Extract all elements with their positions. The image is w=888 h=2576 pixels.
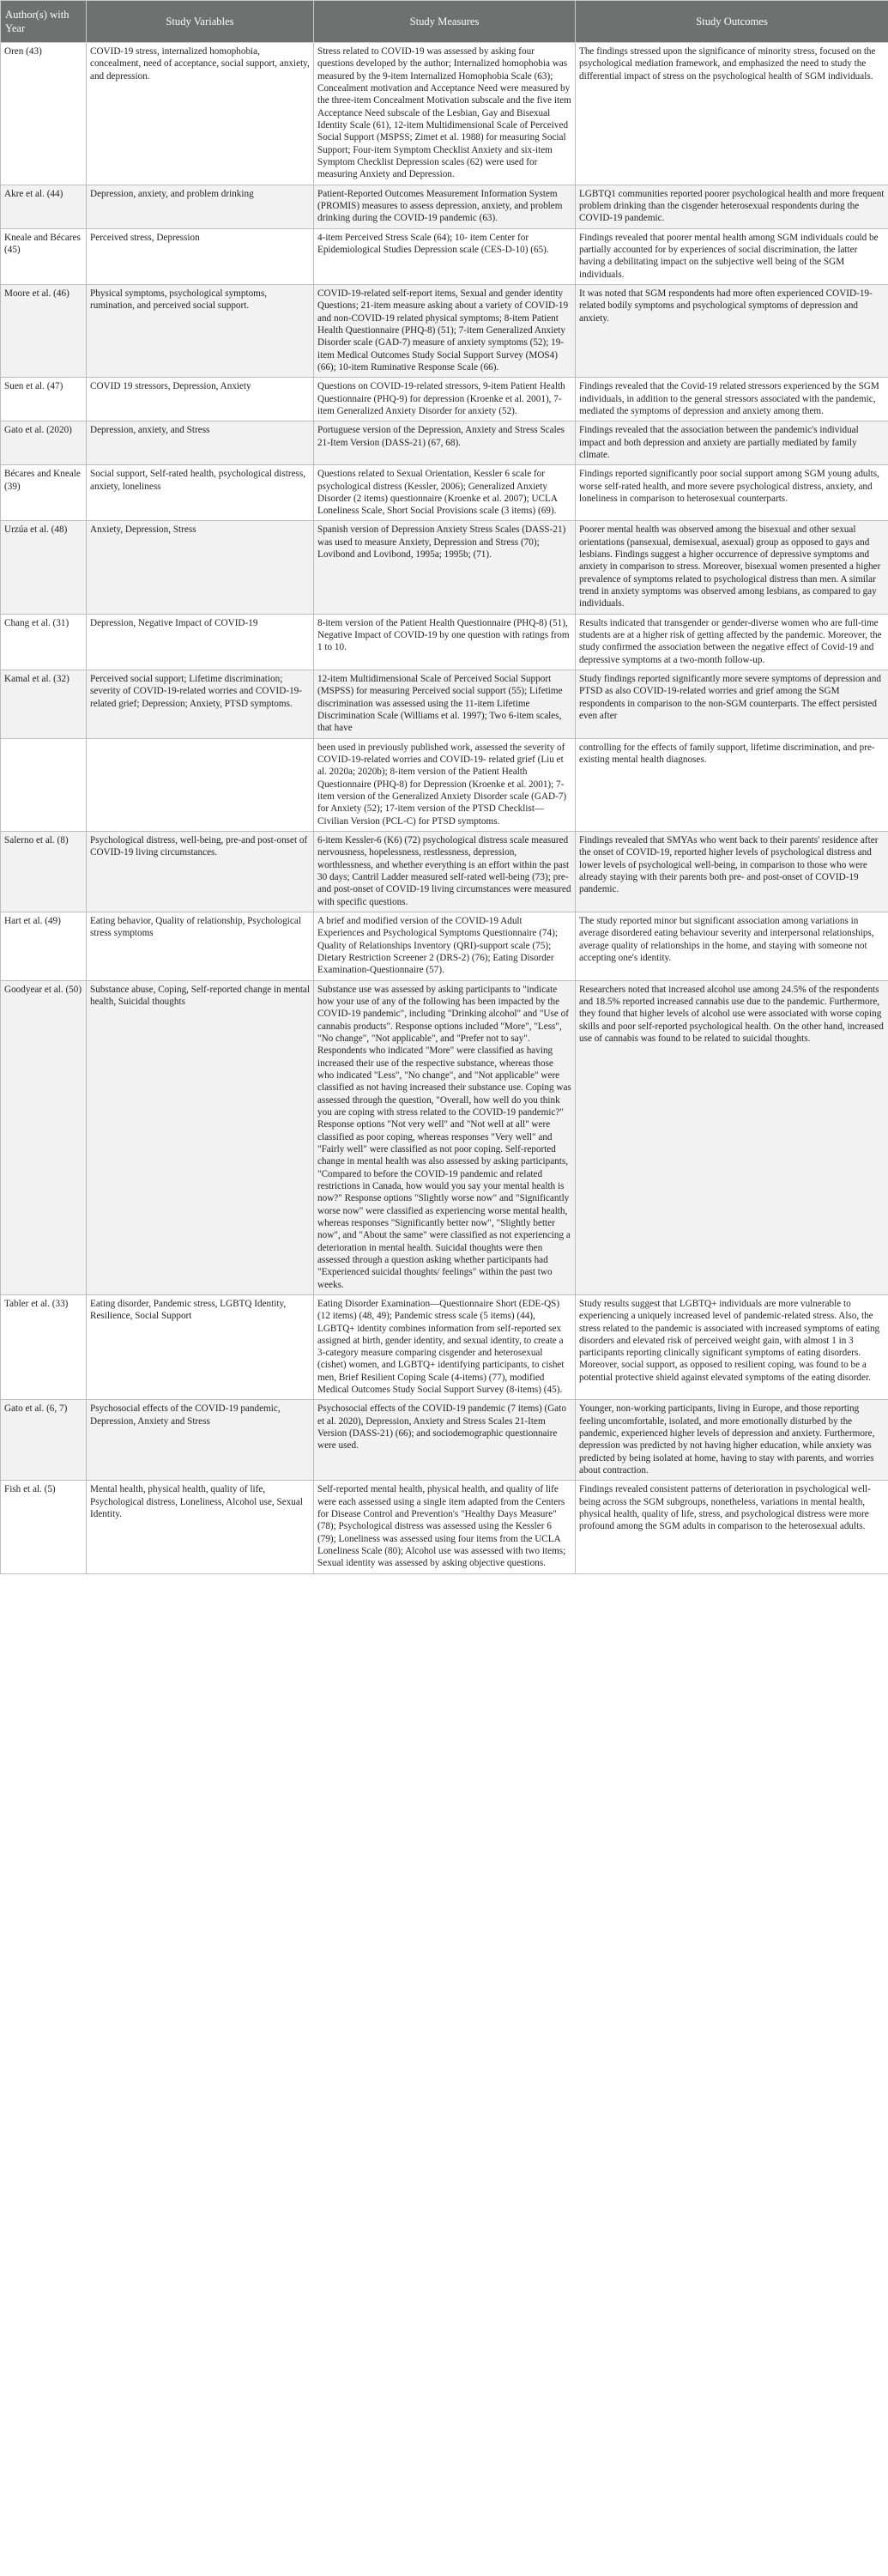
cell-author: Gato et al. (2020) [1,421,87,465]
cell-author: Moore et al. (46) [1,284,87,377]
table-row [1,228,888,284]
cell-variables [87,738,314,831]
cell-variables: Substance abuse, Coping, Self-reported change in mental health, Suicidal thoughts [87,980,314,1294]
header-row [1,1,888,43]
cell-author: Gato et al. (6, 7) [1,1400,87,1481]
header-variables: Study Variables [87,1,314,43]
cell-author: Fish et al. (5) [1,1481,87,1573]
table-row [1,670,888,739]
table-header [1,1,888,43]
cell-variables: Psychological distress, well-being, pre-and post-onset of COVID-19 living circumstances. [87,832,314,912]
cell-variables: Physical symptoms, psychological symptoms, rumination, and perceived social support. [87,284,314,377]
cell-outcomes: Findings revealed that poorer mental health among SGM individuals could be partially accounted for by experiences of social discrimination, the latter having a debilitating impact on the subjective well being of the SGM individuals. [576,228,888,284]
cell-variables: Psychosocial effects of the COVID-19 pandemic, Depression, Anxiety and Stress [87,1400,314,1481]
table-row [1,465,888,521]
cell-variables: Depression, Negative Impact of COVID-19 [87,614,314,670]
header-outcomes: Study Outcomes [576,1,888,43]
cell-variables: COVID 19 stressors, Depression, Anxiety [87,378,314,421]
table-row [1,421,888,465]
cell-author: Goodyear et al. (50) [1,980,87,1294]
cell-measures: COVID-19-related self-report items, Sexual and gender identity Questions; 21-item measure asking about a variety of COVID-19 and non-COVID-19 related physical symptoms; 8-item Patient Health Questionnaire (PHQ-8) (51); 7-item Generalized Anxiety Disorder scale (GAD-7) measure of anxiety symptoms (52); 19-item Medical Outcomes Study Social Support Survey (MOS4) (66); 10-item Ruminative Response Scale (66). [314,284,576,377]
cell-outcomes: Findings revealed that SMYAs who went back to their parents' residence after the onset of COVID-19, reported higher levels of psychological distress and lower levels of psychological well-being, in comparison to those who were already staying with their parents both pre- and post-onset of COVID-19 pandemic. [576,832,888,912]
cell-measures: A brief and modified version of the COVID-19 Adult Experiences and Psychological Symptoms Questionnaire (74); Quality of Relationships Inventory (QRI)-support scale (75); Dietary Restriction Screener 2 (DRS-2) (76); Eating Disorder Examination-Questionnaire (57). [314,912,576,981]
cell-outcomes: Younger, non-working participants, living in Europe, and those reporting feeling uncomfortable, isolated, and more emotionally disturbed by the pandemic, experienced higher levels of depression and anxiety. Furthermore, depression was predicted by not having higher education, while anxiety was predicted by being isolated at home, having to stay with parents, and worries about contraction. [576,1400,888,1481]
cell-outcomes: The study reported minor but significant association among variations in average disordered eating behaviour severity and interpersonal relationships, average quality of relationships in the home, and staying with someone not accepting one's identity. [576,912,888,981]
cell-measures: been used in previously published work, assessed the severity of COVID-19-related worries and COVID-19- related grief (Liu et al. 2020a; 2020b); 8-item version of the Patient Health Questionnaire (PHQ-8) for Depression (Kroenke et al. 2001); 7-item version of the Generalized Anxiety Disorder scale (GAD-7) for Anxiety (52); 17-item version of the PTSD Checklist—Civilian Version (PCL-C) for PTSD symptoms. [314,738,576,831]
table-row [1,378,888,421]
cell-variables: Depression, anxiety, and problem drinking [87,185,314,228]
cell-author: Salerno et al. (8) [1,832,87,912]
cell-measures: Substance use was assessed by asking participants to "indicate how your use of any of the following has been impacted by the COVID-19 pandemic", including "Drinking alcohol" and "Use of cannabis products". Response options included "More", "Less", "No change", "Not applicable", and "Prefer not to say". Respondents who indicated "More" were classified as having increased their use of the respective substance, whereas those who indicated "Less", "No change", and "Not applicable" were classified as not having increased their substance use. Coping was assessed through the question, "Overall, how well do you think you are coping with stress related to the COVID-19 pandemic?" Response options "Not very well" and "Not well at all" were classified as poor coping, whereas responses "Very well" and "Fairly well" were classified as not poor coping. Self-reported change in mental health was also assessed by asking participants, "Compared to before the COVID-19 pandemic and related restrictions in Canada, how would you say your mental health is now?" Response options "Slightly worse now" and "Significantly worse now" were classified as experiencing worse mental health, whereas responses "Significantly better now", "Slightly better now", and "About the same" were classified as not experiencing a deterioration in mental health. Suicidal thoughts were then assessed through a question asking whether participants had "Experienced suicidal thoughts/ feelings" within the past two weeks. [314,980,576,1294]
table-row [1,832,888,912]
cell-author: Bécares and Kneale (39) [1,465,87,521]
table-row [1,43,888,185]
cell-variables: Eating behavior, Quality of relationship, Psychological stress symptoms [87,912,314,981]
cell-outcomes: The findings stressed upon the significance of minority stress, focused on the psychological mediation framework, and emphasized the need to study the differential impact of stress on the psychological health of SGM individuals. [576,43,888,185]
table-row [1,1294,888,1400]
cell-author: Tabler et al. (33) [1,1294,87,1400]
table-row [1,980,888,1294]
cell-measures: Patient-Reported Outcomes Measurement Information System (PROMIS) measures to assess depression, anxiety, and problem drinking during the COVID-19 pandemic (63). [314,185,576,228]
cell-variables: COVID-19 stress, internalized homophobia, concealment, need of acceptance, social support, anxiety, and depression. [87,43,314,185]
cell-outcomes: Results indicated that transgender or gender-diverse women who are full-time students are at a higher risk of getting affected by the pandemic. Moreover, the study confirmed the association between the negative effect of Covid-19 and depressive symptoms at a two-month follow-up. [576,614,888,670]
cell-author: Suen et al. (47) [1,378,87,421]
cell-measures: Questions related to Sexual Orientation, Kessler 6 scale for psychological distress (Kessler, 2006); Generalized Anxiety Disorder (2 items) questionnaire (Kroenke et al. 2007); UCLA Loneliness Scale, Short Social Provisions scale (3 items) (69). [314,465,576,521]
cell-measures: Questions on COVID-19-related stressors, 9-item Patient Health Questionnaire (PHQ-9) for depression (Kroenke et al. 2001), 7-item Generalized Anxiety Disorder for anxiety (52). [314,378,576,421]
cell-outcomes: Poorer mental health was observed among the bisexual and other sexual orientations (pansexual, demisexual, asexual) group as opposed to gays and lesbians. Findings suggest a higher occurrence of depressive symptoms and anxiety in comparison to stress. Moreover, bisexual women presented a higher prevalence of symptoms related to psychological distress than men. A similar trend in anxiety symptoms was observed among lesbians, as compared to gay individuals. [576,521,888,614]
cell-outcomes: Findings revealed consistent patterns of deterioration in psychological well-being across the SGM subgroups, nonetheless, variations in mental health, physical health, quality of life, stress, and psychological distress were more profound among the SGM adults in comparison to the heterosexual adults. [576,1481,888,1573]
table-row [1,912,888,981]
table-row [1,185,888,228]
cell-author: Kamal et al. (32) [1,670,87,739]
cell-outcomes: Findings revealed that the Covid-19 related stressors experienced by the SGM individuals, in addition to the general stressors associated with the pandemic, mediated the symptoms of depression and anxiety among them. [576,378,888,421]
cell-variables: Eating disorder, Pandemic stress, LGBTQ Identity, Resilience, Social Support [87,1294,314,1400]
cell-measures: Self-reported mental health, physical health, and quality of life were each assessed using a single item adapted from the Centers for Disease Control and Prevention's "Healthy Days Measure" (78); Psychological distress was assessed using the Kessler 6 (79); Loneliness was assessed using four items from the UCLA Loneliness Scale (80); Alcohol use was assessed with two items; Sexual identity was assessed by asking objective questions. [314,1481,576,1573]
cell-variables: Perceived stress, Depression [87,228,314,284]
cell-outcomes: LGBTQ1 communities reported poorer psychological health and more frequent problem drinking than the cisgender heterosexual respondents during the COVID-19 pandemic. [576,185,888,228]
cell-measures: Stress related to COVID-19 was assessed by asking four questions developed by the author; Internalized homophobia was measured by the 9-item Internalized Homophobia Scale (63); Concealment motivation and Acceptance Need were measured by the three-item Concealment Motivation subscale and the five item Acceptance Need subscale of the Lesbian, Gay and Bisexual Identity Scale (61), 12-item Multidimensional Scale of Perceived Social Support (MSPSS; Zimet et al. 1988) for measuring Social Support; Four-item Symptom Checklist Anxiety and six-item Symptom Checklist Depression scales (62) were used for measuring Anxiety and Depression. [314,43,576,185]
cell-author: Oren (43) [1,43,87,185]
cell-outcomes: Researchers noted that increased alcohol use among 24.5% of the respondents and 18.5% reported increased cannabis use due to the pandemic. Furthermore, they found that higher levels of alcohol use were associated with worse coping skills and poor self-reported psychological health. On the other hand, increased use of cannabis was found to be related to suicidal thoughts. [576,980,888,1294]
table-row [1,1400,888,1481]
cell-variables: Social support, Self-rated health, psychological distress, anxiety, loneliness [87,465,314,521]
cell-outcomes: controlling for the effects of family support, lifetime discrimination, and pre-existing mental health diagnoses. [576,738,888,831]
table-row [1,1481,888,1573]
cell-measures: Psychosocial effects of the COVID-19 pandemic (7 items) (Gato et al. 2020), Depression, Anxiety and Stress Scales 21-Item Version (DASS-21) (66); and sociodemographic questionnaire were used. [314,1400,576,1481]
cell-measures: Spanish version of Depression Anxiety Stress Scales (DASS-21) was used to measure Anxiety, Depression and Stress (70); Lovibond and Lovibond, 1995a; 1995b; (71). [314,521,576,614]
cell-variables: Perceived social support; Lifetime discrimination; severity of COVID-19-related worries and COVID-19- related grief; Depression; Anxiety, PTSD symptoms. [87,670,314,739]
cell-measures: 4-item Perceived Stress Scale (64); 10- item Center for Epidemiological Studies Depression scale (CES-D-10) (65). [314,228,576,284]
table-row [1,614,888,670]
cell-outcomes: Findings reported significantly poor social support among SGM young adults, worse self-rated health, and more severe psychological distress, anxiety, and loneliness in comparison to heterosexual counterparts. [576,465,888,521]
cell-author: Akre et al. (44) [1,185,87,228]
cell-variables: Anxiety, Depression, Stress [87,521,314,614]
cell-author: Urzúa et al. (48) [1,521,87,614]
cell-measures: 8-item version of the Patient Health Questionnaire (PHQ-8) (51), Negative Impact of COVID-19 by one question with ratings from 1 to 10. [314,614,576,670]
cell-author [1,738,87,831]
cell-variables: Depression, anxiety, and Stress [87,421,314,465]
cell-outcomes: Study findings reported significantly more severe symptoms of depression and PTSD as also COVID-19-related worries and grief among the SGM respondents in comparison to the non-SGM counterparts. The effect persisted even after [576,670,888,739]
cell-measures: Eating Disorder Examination—Questionnaire Short (EDE-QS)(12 items) (48, 49); Pandemic stress scale (5 items) (44), LGBTQ+ identity combines information from self-reported sex assigned at birth, gender identity, and sexual identity, to create a 3-category measure comparing cisgender and heterosexual (cishet) women, and LGBTQ+ identifying participants, to cishet men, Brief Resilient Coping Scale (4-items) (77), modified Medical Outcomes Study Social Support Survey (8-items) (45). [314,1294,576,1400]
cell-measures: Portuguese version of the Depression, Anxiety and Stress Scales 21-Item Version (DASS-21) (67, 68). [314,421,576,465]
cell-author: Hart et al. (49) [1,912,87,981]
table-row [1,738,888,831]
cell-measures: 12-item Multidimensional Scale of Perceived Social Support (MSPSS) for measuring Perceived social support (55); Lifetime discrimination was assessed using the 11-item Lifetime Discrimination Scale (Williams et al. 1997); Two 6-item scales, that have [314,670,576,739]
cell-measures: 6-item Kessler-6 (K6) (72) psychological distress scale measured nervousness, hopelessness, restlessness, depression, worthlessness, and whether everything is an effort within the past 30 days; Cantril Ladder measured self-rated well-being (73); pre-and post-onset of COVID-19 living circumstances were measured with specific questions. [314,832,576,912]
header-author: Author(s) with Year [1,1,87,43]
cell-outcomes: Findings revealed that the association between the pandemic's individual impact and both depression and anxiety are partially mediated by family climate. [576,421,888,465]
cell-outcomes: Study results suggest that LGBTQ+ individuals are more vulnerable to experiencing a uniquely increased level of pandemic-related stress. Also, the stress related to the pandemic is associated with increased symptoms of eating disorders and elevated risk of perceived weight gain, with almost 1 in 3 participants reporting clinically significant symptoms of eating disorders. Moreover, social support, as opposed to resilient coping, was found to be a potential protective shield against elevated symptoms of the eating disorder. [576,1294,888,1400]
cell-outcomes: It was noted that SGM respondents had more often experienced COVID-19-related bodily symptoms and psychological symptoms of depression and anxiety. [576,284,888,377]
cell-author: Chang et al. (31) [1,614,87,670]
table-row [1,284,888,377]
cell-author: Kneale and Bécares (45) [1,228,87,284]
header-measures: Study Measures [314,1,576,43]
cell-variables: Mental health, physical health, quality of life, Psychological distress, Loneliness, Alcohol use, Sexual Identity. [87,1481,314,1573]
table-row [1,521,888,614]
table-body [1,43,888,1574]
